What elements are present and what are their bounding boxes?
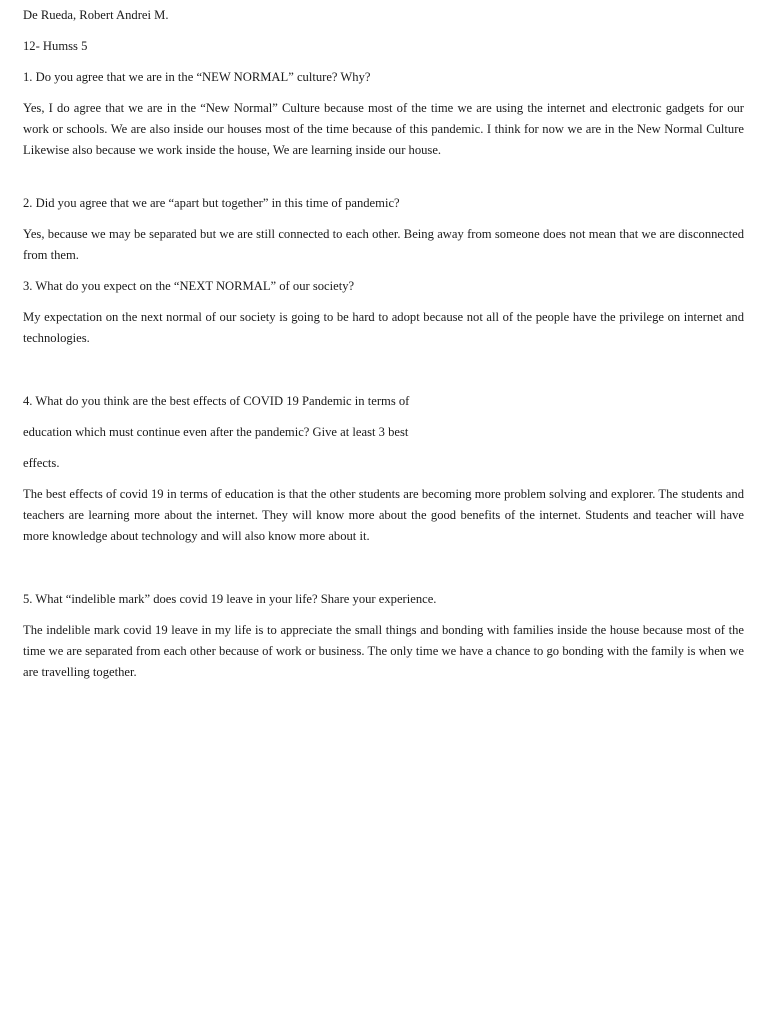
- question-2: 2. Did you agree that we are “apart but together” in this time of pandemic?: [23, 196, 400, 210]
- question-1: 1. Do you agree that we are in the “NEW NORMAL” culture? Why?: [23, 70, 371, 84]
- question-4-line-3: effects.: [23, 456, 60, 470]
- student-section: 12- Humss 5: [23, 39, 88, 53]
- answer-4: The best effects of covid 19 in terms of education is that the other students are becoming more problem solving and explorer. The students and teachers are learning more about the internet. They will know more about the good benefits of the internet. Students and teacher will have more knowledge about technology and will also know more about it.: [23, 487, 744, 543]
- question-4-line-1: 4. What do you think are the best effects of COVID 19 Pandemic in terms of: [23, 394, 410, 408]
- answer-2: Yes, because we may be separated but we are still connected to each other. Being away from someone does not mean that we are disconnected from them.: [23, 227, 744, 262]
- student-name: De Rueda, Robert Andrei M.: [23, 8, 169, 22]
- answer-5: The indelible mark covid 19 leave in my life is to appreciate the small things and bonding with families inside the house because most of the time we are separated from each other because of work or business. The only time we have a chance to go bonding with the family is when we are travelling together.: [23, 623, 744, 679]
- answer-3: My expectation on the next normal of our society is going to be hard to adopt because not all of the people have the privilege on internet and technologies.: [23, 310, 744, 345]
- question-4-line-2: education which must continue even after the pandemic? Give at least 3 best: [23, 425, 409, 439]
- question-5: 5. What “indelible mark” does covid 19 leave in your life? Share your experience.: [23, 592, 437, 606]
- question-3: 3. What do you expect on the “NEXT NORMAL” of our society?: [23, 279, 355, 293]
- answer-1: Yes, I do agree that we are in the “New Normal” Culture because most of the time we are using the internet and electronic gadgets for our work or schools. We are also inside our houses most of the time because of this pandemic. I think for now we are in the New Normal Culture Likewise also because we work inside the house, We are learning inside our house.: [23, 101, 744, 157]
